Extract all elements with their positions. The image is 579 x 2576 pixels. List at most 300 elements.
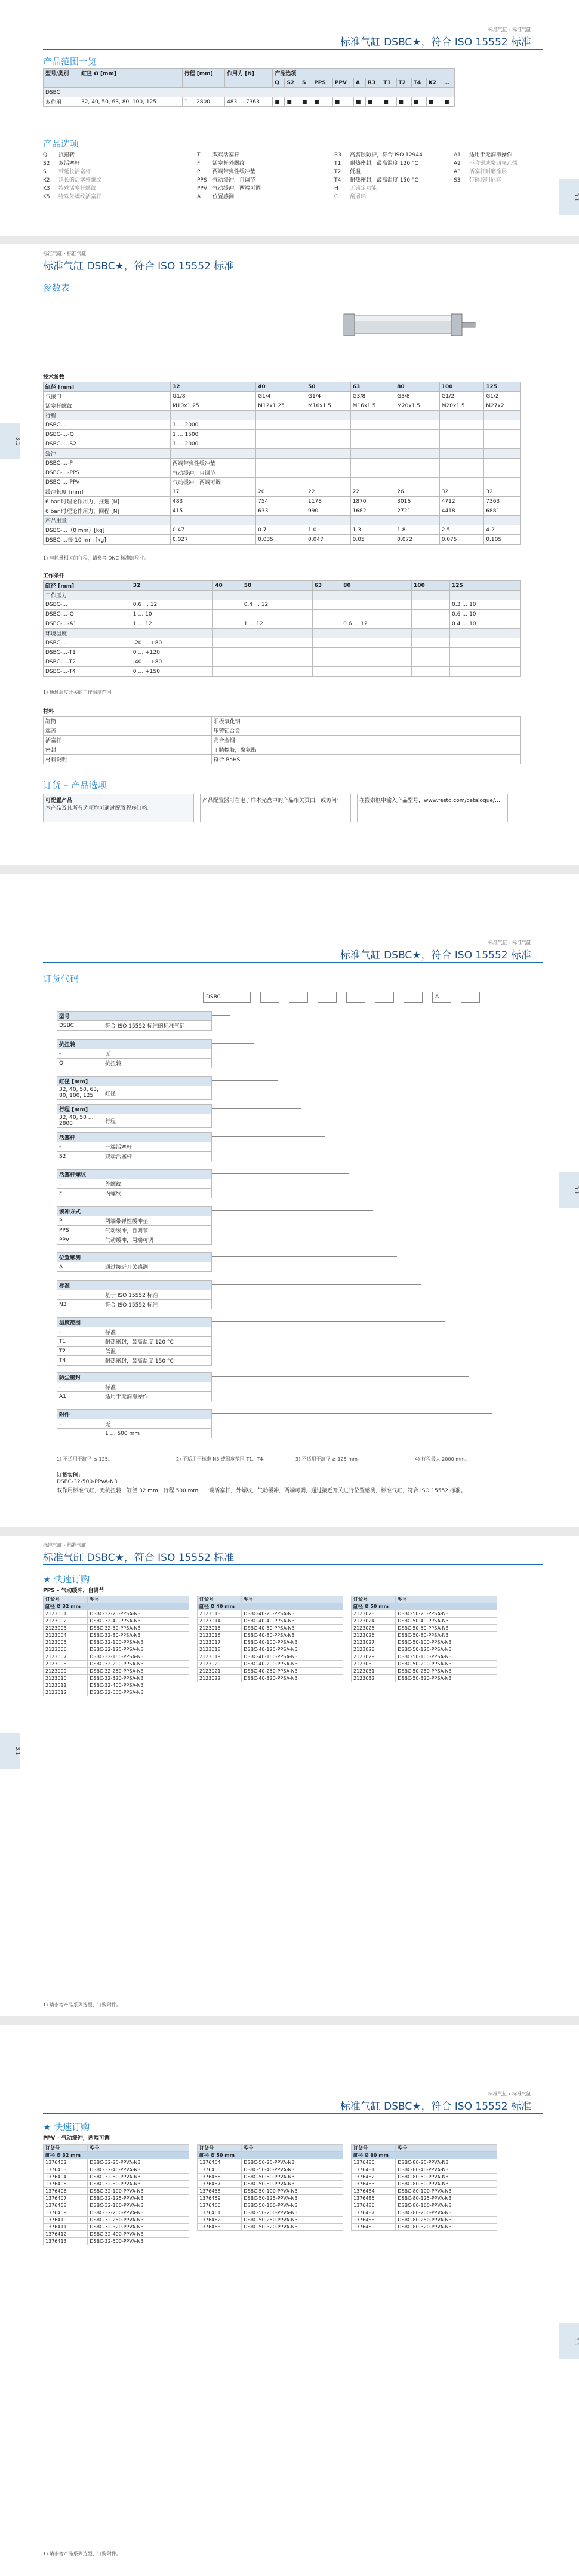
table-row [44, 430, 521, 439]
quick-order-row[interactable] [44, 2238, 189, 2245]
side-tab: 3.1 [559, 179, 579, 215]
quick-order-row[interactable] [198, 2224, 343, 2231]
quick-order-row[interactable] [352, 1639, 497, 1646]
quick-order-row[interactable] [198, 2195, 343, 2202]
table-cell [439, 459, 484, 468]
option-code: K2 [43, 177, 50, 183]
opt-col: R3 [366, 78, 381, 88]
quick-order-note: 1) 请参考产品系列选型，订购附件。 [43, 2002, 121, 2008]
quick-order-row[interactable] [352, 2195, 497, 2202]
option-label: 带延长活塞杆 [58, 169, 91, 175]
part-type: DSBC-32-40-PPSA-N3 [88, 1618, 189, 1625]
code-group [57, 1169, 212, 1198]
part-type: DSBC-32-400-PPVA-N3 [88, 2231, 189, 2238]
order-box-2 [200, 794, 351, 822]
part-number: 1376480 [352, 2159, 396, 2166]
page-separator [0, 236, 579, 244]
quick-order-header [198, 1596, 343, 1603]
code-note: 1) 不适用于缸径 ≤ 125。 [57, 1456, 113, 1462]
table-cell [439, 516, 484, 525]
quick-order-row[interactable] [198, 1653, 343, 1661]
code-value: - [57, 1179, 103, 1189]
quick-order-row[interactable] [198, 2202, 343, 2209]
quick-order-table [351, 2144, 497, 2231]
quick-order-row[interactable] [352, 2174, 497, 2181]
table-cell [242, 610, 312, 619]
table-cell [256, 449, 306, 459]
table-cell: 0.4 … 12 [242, 600, 312, 610]
table-cell: 材料说明 [44, 755, 212, 764]
code-group [57, 1317, 212, 1366]
option-label: 高腐蚀防护，符合 ISO 12944 [350, 152, 423, 158]
option-label: 不含铜或聚四氟乙烯 [469, 161, 518, 167]
part-number: 1376410 [44, 2217, 88, 2224]
quick-order-row[interactable] [44, 1689, 189, 1696]
breadcrumb: 标准气缸 › 标准气缸 [488, 2091, 531, 2097]
part-type: DSBC-50-100-PPSA-N3 [396, 1639, 497, 1646]
table-cell [395, 468, 440, 478]
code-group-title: 活塞杆螺纹 [57, 1170, 212, 1179]
quick-order-bore [352, 1603, 497, 1610]
code-desc: 标准 [103, 1327, 212, 1337]
table-header-cell: 50 [242, 581, 312, 591]
bore-title: 缸径 Ø 50 mm [352, 1603, 497, 1610]
table-cell: 0 … +120 [131, 648, 213, 657]
table-cell: G1/4 [306, 392, 351, 401]
quick-order-row[interactable] [44, 1682, 189, 1689]
quick-order-row[interactable] [352, 1646, 497, 1653]
part-type: DSBC-32-50-PPVA-N3 [88, 2174, 189, 2181]
option-label: 气动缓冲，两端可调 [212, 186, 261, 192]
table-cell: G1/4 [256, 392, 306, 401]
quick-order-row[interactable] [44, 2202, 189, 2209]
table-cell [213, 600, 242, 610]
code-segment: DSBC [203, 992, 233, 1003]
part-number: 1376488 [352, 2217, 396, 2224]
row-name: 双作用 [44, 97, 79, 107]
part-number: 1376406 [44, 2188, 88, 2195]
code-group [57, 1011, 212, 1031]
quick-order-col: 订货号 [44, 1596, 88, 1603]
option-code: A3 [454, 169, 461, 175]
quick-order-row[interactable] [352, 1653, 497, 1661]
code-value [57, 1429, 103, 1438]
part-type: DSBC-50-200-PPVA-N3 [242, 2209, 343, 2217]
quick-order-row[interactable] [44, 2209, 189, 2217]
table-cell: G1/2 [439, 392, 484, 401]
quick-order-row[interactable] [198, 2209, 343, 2217]
quick-order-row[interactable] [44, 2195, 189, 2202]
part-type: DSBC-50-320-PPVA-N3 [242, 2224, 343, 2231]
quick-order-row[interactable] [352, 2166, 497, 2174]
code-value: - [57, 1142, 103, 1152]
table-cell: 990 [306, 506, 351, 516]
quick-order-row[interactable] [44, 1653, 189, 1661]
quick-order-row[interactable] [44, 1675, 189, 1682]
option-code: R3 [334, 152, 341, 158]
code-group-title: 标准 [57, 1281, 212, 1290]
code-group [57, 1372, 212, 1401]
table-row [44, 411, 521, 420]
quick-order-row[interactable] [352, 1625, 497, 1632]
table-header-cell: 100 [412, 581, 450, 591]
code-group-title: 型号 [57, 1012, 212, 1021]
col-stroke: 行程 [mm] [182, 69, 225, 78]
part-type: DSBC-40-160-PPSA-N3 [242, 1653, 343, 1661]
table-cell: 1.0 [306, 525, 351, 535]
part-type: DSBC-32-500-PPVA-N3 [88, 2238, 189, 2245]
side-tab: 3.1 [0, 423, 20, 459]
table-cell: 6 bar 时理论作用力，回程 [N] [44, 506, 171, 516]
quick-order-bore [352, 2152, 497, 2159]
quick-order-row[interactable] [44, 1618, 189, 1625]
table-cell [256, 430, 306, 439]
code-group-title: 防尘密封 [57, 1373, 212, 1382]
table-row [44, 745, 521, 755]
part-type: DSBC-40-125-PPSA-N3 [242, 1646, 343, 1653]
quick-order-row[interactable] [352, 2202, 497, 2209]
quick-order-row[interactable] [44, 1661, 189, 1668]
part-number: 2123017 [198, 1639, 242, 1646]
table-header-cell: 40 [256, 382, 306, 392]
part-number: 1376459 [198, 2195, 242, 2202]
quick-order-row[interactable] [44, 1632, 189, 1639]
quick-order-row[interactable] [44, 1646, 189, 1653]
table-cell: 0.05 [350, 535, 395, 545]
quick-order-row[interactable] [198, 2174, 343, 2181]
quick-order-row[interactable] [44, 2181, 189, 2188]
quick-order-row[interactable] [352, 2188, 497, 2195]
table-cell: 32 [439, 487, 484, 497]
part-number: 2123020 [198, 1661, 242, 1668]
table-header-cell: 80 [341, 581, 412, 591]
code-desc: 无 [103, 1049, 212, 1059]
code-segment [289, 992, 308, 1003]
table-cell: 活塞杆 [44, 736, 212, 745]
part-type: DSBC-50-40-PPVA-N3 [242, 2166, 343, 2174]
part-number: 2123009 [44, 1668, 88, 1675]
table-cell: 0.3 … 10 [450, 600, 521, 610]
option-label: 气动缓冲，自调节 [212, 177, 256, 183]
part-number: 2123001 [44, 1610, 88, 1618]
table-cell: 1 … 10 [131, 610, 213, 619]
quick-order-row[interactable] [352, 2181, 497, 2188]
table-cell: 0.072 [395, 535, 440, 545]
table-cell [306, 449, 351, 459]
part-type: DSBC-80-250-PPVA-N3 [396, 2217, 497, 2224]
part-number: 1376489 [352, 2224, 396, 2231]
example-text: 双作用标准气缸，无抗扭转，缸径 32 mm，行程 500 mm，一端活塞杆，外螺纹，气动缓冲，两端可调，通过接近开关进行位置感测，标准气缸，符合 ISO 15552 标准。 [57, 1488, 466, 1494]
quick-order-row[interactable] [44, 2224, 189, 2231]
code-group-header [57, 1012, 212, 1021]
option-label: 刮屑环 [350, 194, 367, 200]
part-number: 1376458 [198, 2188, 242, 2195]
quick-order-col: 订货号 [198, 1596, 242, 1603]
table-row [44, 667, 521, 677]
quick-order-row[interactable] [198, 1661, 343, 1668]
option-code: S3 [454, 177, 461, 183]
table-cell: 1 … 12 [242, 619, 312, 629]
quick-order-row[interactable] [44, 2174, 189, 2181]
datasheet-title: 参数表 [43, 282, 70, 293]
table-cell [312, 657, 341, 667]
quick-order-row[interactable] [44, 2166, 189, 2174]
connector-line [212, 1136, 325, 1137]
option-item [334, 159, 418, 167]
code-group-row [57, 1327, 212, 1337]
table-cell [242, 638, 312, 648]
code-group-row [57, 1347, 212, 1356]
code-value: PPV [57, 1235, 103, 1245]
quick-order-row[interactable] [198, 2159, 343, 2166]
code-value: - [57, 1382, 103, 1392]
table-row [44, 755, 521, 764]
title-rule [43, 962, 543, 963]
code-group-row [57, 1179, 212, 1189]
option-item [43, 159, 80, 167]
table-cell: 气动缓冲，两端可调 [171, 478, 256, 487]
table-cell: DSBC-…-T2 [44, 657, 131, 667]
part-type: DSBC-32-80-PPSA-N3 [88, 1632, 189, 1639]
quick-order-row[interactable] [198, 1625, 343, 1632]
part-type: DSBC-32-500-PPSA-N3 [88, 1689, 189, 1696]
table-cell [412, 600, 450, 610]
code-group-row [57, 1419, 212, 1429]
part-number: 1376460 [198, 2202, 242, 2209]
table-header-cell: 63 [312, 581, 341, 591]
table-cell [306, 420, 351, 430]
table-cell: 行程 [44, 411, 171, 420]
order-box-1 [43, 794, 194, 822]
table-cell: 0.6 … 12 [131, 600, 213, 610]
table-cell: 0.7 [256, 525, 306, 535]
code-group-row [57, 1235, 212, 1245]
page-separator [0, 865, 579, 874]
quick-order-row[interactable] [352, 2209, 497, 2217]
table-cell: DSBC-…-T1 [44, 648, 131, 657]
quick-order-bore [198, 2152, 343, 2159]
part-number: 1376407 [44, 2195, 88, 2202]
table-row [44, 516, 521, 525]
option-code: T [197, 152, 201, 158]
part-number: 1376485 [352, 2195, 396, 2202]
table-cell [312, 648, 341, 657]
part-type: DSBC-32-160-PPVA-N3 [88, 2202, 189, 2209]
table-cell [242, 591, 312, 600]
code-group-header [57, 1170, 212, 1179]
table-cell [213, 619, 242, 629]
table-cell: M20x1.5 [395, 401, 440, 411]
table-cell [350, 411, 395, 420]
table-cell [312, 619, 341, 629]
table-cell [412, 667, 450, 677]
bore-title: 缸径 Ø 80 mm [352, 2152, 497, 2159]
connector-line [212, 1210, 373, 1211]
page-2 [0, 244, 579, 865]
code-group-row [57, 1337, 212, 1347]
part-type: DSBC-32-400-PPSA-N3 [88, 1682, 189, 1689]
table-cell [306, 430, 351, 439]
table-cell [450, 648, 521, 657]
quick-order-row[interactable] [198, 1632, 343, 1639]
table-cell [242, 629, 312, 638]
table-cell: 高合金钢 [211, 736, 520, 745]
table-row [44, 392, 521, 401]
table-row [44, 525, 521, 535]
quick-order-table [197, 2144, 343, 2231]
table-cell [341, 648, 412, 657]
quick-order-row[interactable] [44, 2231, 189, 2238]
part-number: 2123004 [44, 1632, 88, 1639]
opt-col: PPS [312, 78, 333, 88]
table-cell: G1/2 [484, 392, 521, 401]
connector-line [212, 1173, 349, 1174]
quick-order-row[interactable] [352, 1610, 497, 1618]
table-cell: 754 [256, 497, 306, 506]
table-cell [395, 449, 440, 459]
table-cell [242, 667, 312, 677]
table-cell: G3/8 [350, 392, 395, 401]
table-cell: 22 [350, 487, 395, 497]
table-cell [256, 439, 306, 449]
order-box-text[interactable]: 在搜索框中输入产品型号，www.festo.com/catalogue/… [359, 798, 501, 804]
quick-order-row[interactable] [198, 2166, 343, 2174]
option-item [334, 150, 423, 158]
quick-order-row[interactable] [352, 1661, 497, 1668]
quick-order-row[interactable] [352, 1632, 497, 1639]
option-label: 位置感测 [212, 194, 235, 200]
part-type: DSBC-80-25-PPVA-N3 [396, 2159, 497, 2166]
quick-order-row[interactable] [44, 1625, 189, 1632]
part-type: DSBC-40-250-PPSA-N3 [242, 1668, 343, 1675]
code-desc: 抗扭转 [103, 1059, 212, 1068]
part-type: DSBC-32-125-PPSA-N3 [88, 1646, 189, 1653]
option-code: H [334, 186, 338, 192]
table-row [44, 726, 521, 736]
code-group-row [57, 1189, 212, 1198]
part-type: DSBC-50-250-PPSA-N3 [396, 1668, 497, 1675]
quick-order-row[interactable] [44, 1639, 189, 1646]
code-note: 2) 不适用于标准 N3 或温度范围 T1、T4。 [176, 1456, 268, 1462]
option-item [197, 176, 255, 183]
table-row [44, 401, 521, 411]
table-cell: 1 … 12 [131, 619, 213, 629]
code-desc: 无 [103, 1419, 212, 1429]
code-group-header [57, 1410, 212, 1419]
option-item [454, 150, 512, 158]
code-desc: 缸径 [103, 1086, 212, 1100]
breadcrumb: 标准气缸 › 标准气缸 [43, 1542, 87, 1548]
table-row [44, 717, 521, 726]
code-value: A1 [57, 1392, 103, 1401]
table-row [44, 459, 521, 468]
table-cell [341, 629, 412, 638]
code-value: N3 [57, 1300, 103, 1309]
table-cell: 26 [395, 487, 440, 497]
quick-order-row[interactable] [198, 2181, 343, 2188]
table-cell: DSBC-…-S2 [44, 439, 171, 449]
code-desc: 符合 ISO 15552 标准的标准气缸 [103, 1021, 212, 1031]
quick-order-row[interactable] [352, 1668, 497, 1675]
quick-order-row[interactable] [198, 1646, 343, 1653]
table-cell: DSBC-… [44, 420, 171, 430]
bore-title: 缸径 Ø 32 mm [44, 2152, 189, 2159]
table-cell [312, 600, 341, 610]
option-code: S2 [43, 161, 50, 167]
code-desc: 两端带弹性缓冲垫 [103, 1216, 212, 1226]
table-cell [439, 420, 484, 430]
quick-order-row[interactable] [198, 1610, 343, 1618]
table-header-cell: 32 [171, 382, 256, 392]
quick-order-row[interactable] [198, 1675, 343, 1682]
part-number: 2123028 [352, 1646, 396, 1653]
table-cell [439, 468, 484, 478]
quick-order-row[interactable] [352, 2159, 497, 2166]
table-header-cell: 50 [306, 382, 351, 392]
option-label: 双活塞杆 [58, 161, 81, 167]
quick-order-row[interactable] [352, 1618, 497, 1625]
option-code: A [197, 194, 201, 200]
part-number: 1376486 [352, 2202, 396, 2209]
option-item [43, 167, 91, 175]
table-cell [350, 478, 395, 487]
table-cell [341, 600, 412, 610]
quick-order-row[interactable] [44, 2188, 189, 2195]
quick-order-row[interactable] [198, 1668, 343, 1675]
table-row [44, 468, 521, 478]
table-cell: DSBC-…-P [44, 459, 171, 468]
table-cell: 32 [484, 487, 521, 497]
quick-order-row[interactable] [198, 1639, 343, 1646]
page-title: 标准气缸 DSBC★，符合 ISO 15552 标准 [340, 949, 531, 961]
quick-order-row[interactable] [44, 1668, 189, 1675]
quick-order-header [352, 1596, 497, 1603]
part-type: DSBC-50-80-PPVA-N3 [242, 2181, 343, 2188]
part-type: DSBC-50-320-PPSA-N3 [396, 1675, 497, 1682]
table-cell: -40 … +80 [131, 657, 213, 667]
code-value: T2 [57, 1347, 103, 1356]
table-cell: DSBC-… [44, 638, 131, 648]
connector-line [212, 1284, 421, 1285]
overview-title: 产品范围一览 [43, 56, 97, 67]
option-item [334, 176, 418, 183]
quick-order-row[interactable] [198, 2217, 343, 2224]
quick-order-col: 型号 [242, 2145, 343, 2152]
table-header [44, 382, 521, 392]
opt-col: A [354, 78, 366, 88]
quick-order-row[interactable] [352, 2224, 497, 2231]
bore-title: 缸径 Ø 32 mm [44, 1603, 189, 1610]
code-desc: 一端活塞杆 [103, 1142, 212, 1152]
code-group-title: 抗扭转 [57, 1040, 212, 1049]
cond-table [43, 580, 521, 677]
quick-order-row[interactable] [44, 2159, 189, 2166]
option-code: T4 [334, 177, 341, 183]
opt-col: T1 [381, 78, 396, 88]
quick-order-row[interactable] [352, 2217, 497, 2224]
quick-order-row[interactable] [44, 1610, 189, 1618]
part-number: 1376483 [352, 2181, 396, 2188]
code-group-row [57, 1142, 212, 1152]
quick-order-row[interactable] [352, 1675, 497, 1682]
quick-order-row[interactable] [198, 1618, 343, 1625]
table-header-cell: 80 [395, 382, 440, 392]
connector-line [212, 1413, 492, 1414]
quick-order-row[interactable] [198, 2188, 343, 2195]
part-number: 1376455 [198, 2166, 242, 2174]
quick-order-row[interactable] [44, 2217, 189, 2224]
code-group-row [57, 1300, 212, 1309]
